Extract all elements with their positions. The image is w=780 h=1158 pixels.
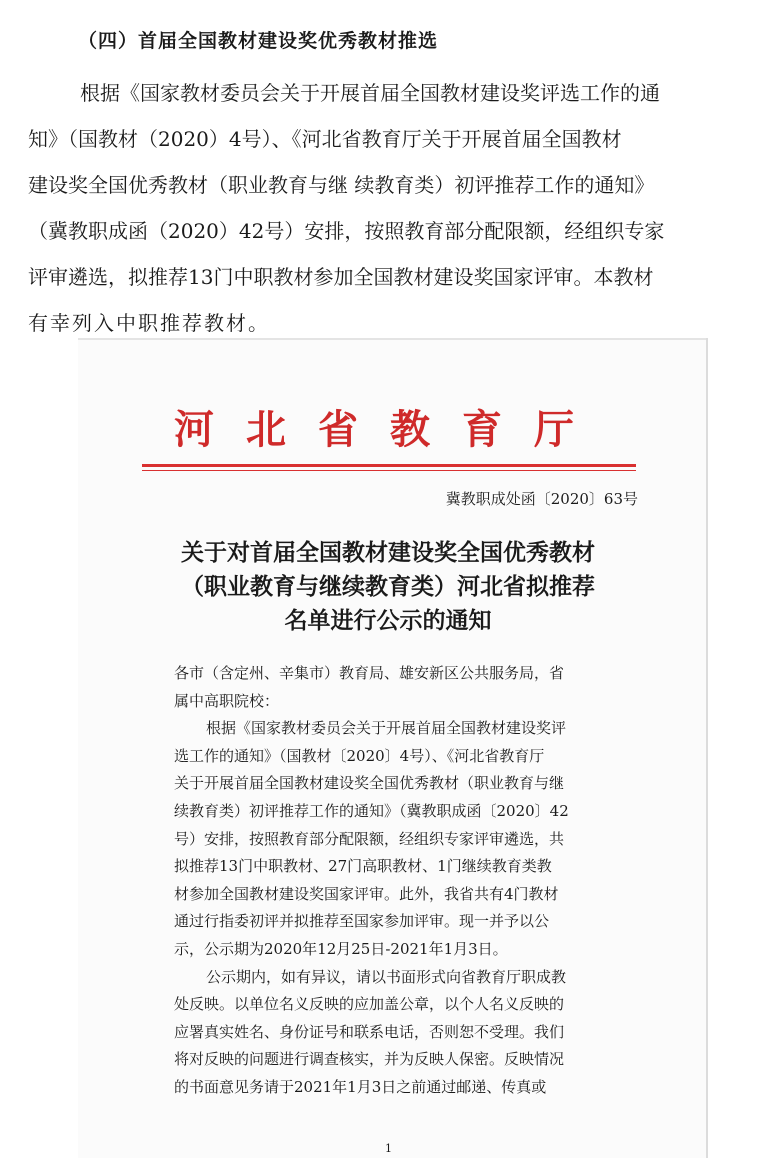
- org-char: 厅: [534, 406, 574, 453]
- body-line: 属中高职院校：: [174, 691, 280, 710]
- scan-right-edge: [706, 338, 708, 1158]
- intro-line: 根据《国家教材委员会关于开展首届全国教材建设奖评选工作的通: [80, 81, 660, 105]
- body-line: 处反映。以单位名义反映的应加盖公章，以个人名义反映的: [174, 995, 565, 1014]
- body-line: 将对反映的问题进行调查核实，并为反映人保密。反映情况: [174, 1050, 565, 1069]
- red-rule-thick: [142, 464, 636, 467]
- body-line: 各市（含定州、辛集市）教育局、雄安新区公共服务局，省: [174, 664, 565, 682]
- document-title: [138, 536, 638, 638]
- body-line: 号）安排，按照教育部分配限额，经组织专家评审遴选，共: [174, 829, 565, 848]
- body-line: 选工作的通知》（国教材〔2020〕4号）、《河北省教育厅: [174, 746, 545, 765]
- document-body: [174, 660, 616, 1102]
- org-char: 北: [246, 406, 286, 453]
- title-line: （职业教育与继续教育类）河北省拟推荐: [181, 573, 595, 600]
- body-line: 根据《国家教材委员会关于开展首届全国教材建设奖评: [206, 719, 567, 738]
- org-char: 教: [390, 406, 430, 453]
- title-line: 名单进行公示的通知: [284, 607, 492, 634]
- body-line: 关于开展首届全国教材建设奖全国优秀教材（职业教育与继: [174, 774, 565, 793]
- intro-line: 评审遴选，拟推荐13门中职教材参加全国教材建设奖国家评审。本教材: [28, 265, 654, 289]
- body-line: 公示期内，如有异议，请以书面形式向省教育厅职成教: [206, 967, 567, 986]
- body-line: 拟推荐13门中职教材、27门高职教材、1门继续教育类教: [174, 857, 552, 876]
- scanned-document: [78, 338, 708, 1158]
- intro-line: 知》（国教材（2020）4号）、《河北省教育厅关于开展首届全国教材: [28, 127, 622, 151]
- body-line: 材参加全国教材建设奖国家评审。此外，我省共有4门教材: [174, 884, 559, 903]
- org-char: 育: [462, 406, 502, 453]
- body-line: 示，公示期为2020年12月25日-2021年1月3日。: [174, 939, 508, 958]
- title-line: 关于对首届全国教材建设奖全国优秀教材: [181, 539, 595, 566]
- body-line: 续教育类）初评推荐工作的通知》（冀教职成函〔2020〕42: [174, 801, 569, 820]
- body-line: 通过行指委初评并拟推荐至国家参加评审。现一并予以公: [174, 912, 550, 931]
- org-char: 河: [174, 406, 214, 453]
- body-line: 应署真实姓名、身份证号和联系电话，否则恕不受理。我们: [174, 1022, 565, 1041]
- intro-line: （冀教职成函（2020）42号）安排，按照教育部分配限额，经组织专家: [28, 219, 665, 243]
- red-rule-thin: [142, 470, 636, 471]
- body-line: 的书面意见务请于2021年1月3日之前通过邮递、传真或: [174, 1077, 547, 1096]
- intro-paragraph: [28, 70, 752, 346]
- org-char: 省: [318, 406, 358, 453]
- intro-line: 建设奖全国优秀教材（职业教育与继 续教育类）初评推荐工作的通知》: [28, 173, 655, 197]
- intro-line: 有幸列入中职推荐教材。: [28, 311, 270, 335]
- section-heading: （四）首届全国教材建设奖优秀教材推选: [78, 30, 439, 52]
- document-number: 冀教职成处函〔2020〕63号: [445, 490, 638, 508]
- issuing-organization: [174, 406, 574, 454]
- page-number: 1: [385, 1142, 392, 1155]
- scan-top-edge: [78, 338, 708, 340]
